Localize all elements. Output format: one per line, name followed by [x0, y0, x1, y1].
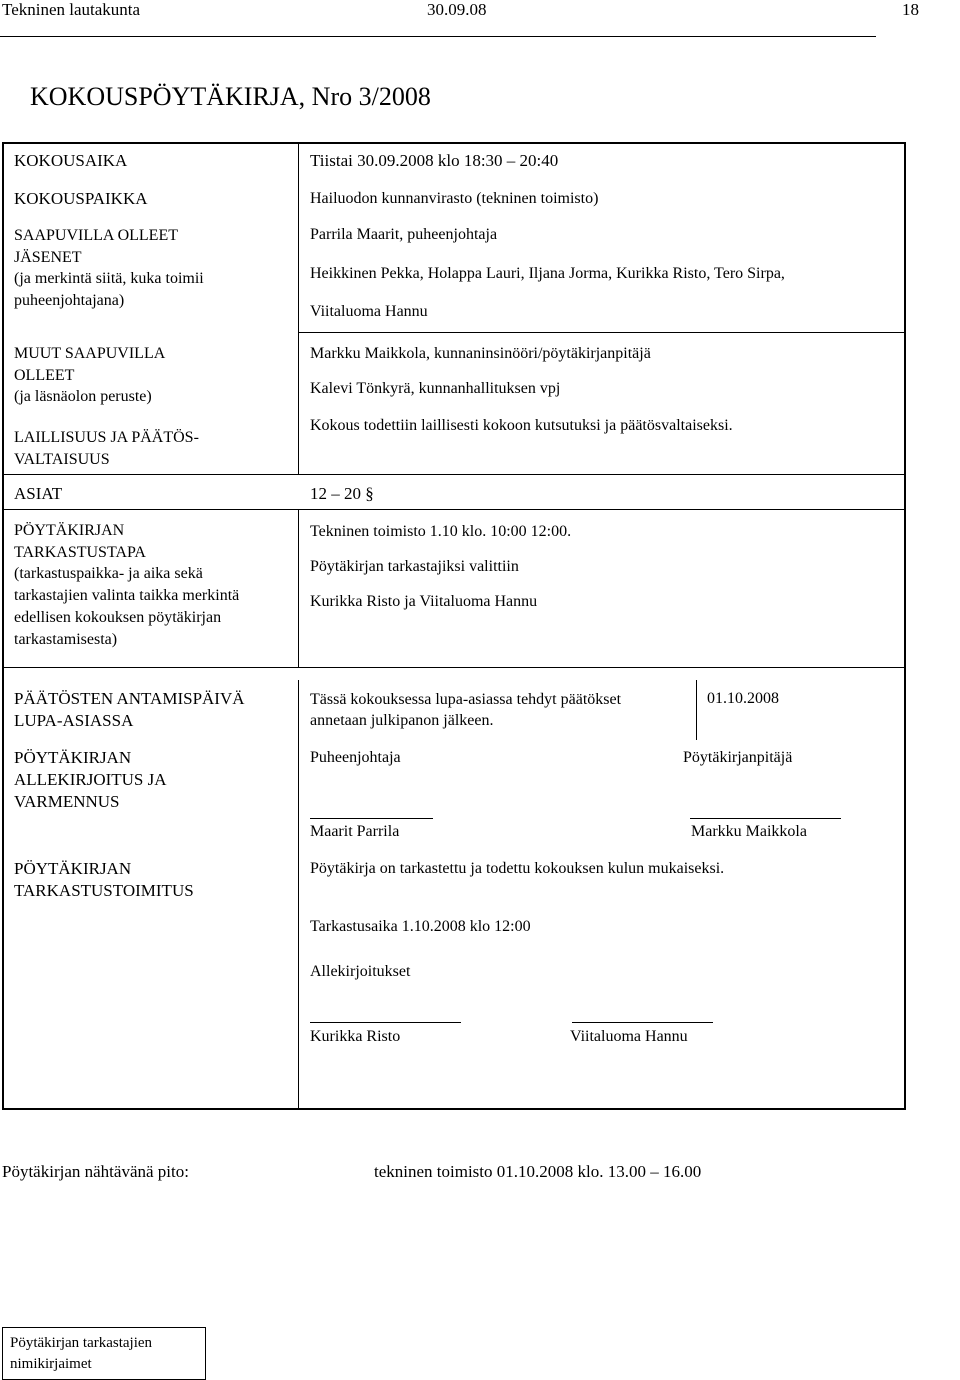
allekirjoitus-label-line: VARMENNUS — [14, 792, 120, 811]
tarkastustapa-selected: Pöytäkirjan tarkastajiksi valittiin — [310, 558, 519, 575]
muut-label-line: MUUT SAAPUVILLA — [14, 345, 166, 362]
tarkastustapa-label-line: tarkastajien valinta taikka merkintä — [14, 587, 240, 605]
row-divider-asiat-bottom — [2, 509, 906, 510]
laillisuus-label-line: LAILLISUUS JA PÄÄTÖS- — [14, 429, 199, 446]
antamispaiva-value — [310, 689, 621, 731]
inspector-1-name: Kurikka Risto — [310, 1028, 401, 1045]
jasenet-members: Heikkinen Pekka, Holappa Lauri, Iljana Jorma, Kurikka Risto, Tero Sirpa, — [310, 265, 785, 282]
jasenet-label-line: (ja merkintä siitä, kuka toimii — [14, 270, 204, 287]
initials-box-line: nimikirjaimet — [10, 1356, 92, 1372]
initials-box-divider — [205, 1327, 206, 1380]
header-date: 30.09.08 — [427, 0, 487, 19]
column-divider-top — [298, 142, 299, 474]
jasenet-label-line: SAAPUVILLA OLLEET — [14, 227, 178, 244]
antamispaiva-label-line: PÄÄTÖSTEN ANTAMISPÄIVÄ — [14, 689, 245, 708]
tarkastustapa-label-line: TARKASTUSTAPA — [14, 543, 146, 561]
inspector-2-name: Viitaluoma Hannu — [570, 1028, 688, 1045]
laillisuus-label — [14, 427, 199, 470]
jasenet-chair: Parrila Maarit, puheenjohtaja — [310, 226, 498, 243]
name-chair: Maarit Parrila — [310, 823, 400, 840]
tarkastustoimitus-label — [14, 858, 194, 902]
date-cell-divider — [696, 680, 697, 740]
tarkastustapa-label-line: PÖYTÄKIRJAN — [14, 522, 125, 539]
muut-label — [14, 343, 165, 408]
signature-line-inspector-1 — [310, 1022, 461, 1023]
allekirjoitus-label — [14, 747, 167, 813]
antamispaiva-date: 01.10.2008 — [707, 690, 779, 707]
tarkastus-time: Tarkastusaika 1.10.2008 klo 12:00 — [310, 918, 531, 935]
tarkastustapa-label-line: (tarkastuspaikka- ja aika sekä — [14, 565, 203, 583]
muut-label-line: OLLEET — [14, 366, 75, 384]
signature-line-secretary — [690, 818, 841, 819]
tarkastustoimitus-label-line: PÖYTÄKIRJAN — [14, 859, 132, 878]
antamispaiva-value-line: Tässä kokouksessa lupa-asiassa tehdyt päätökset — [310, 691, 622, 708]
column-divider-middle — [298, 509, 299, 667]
nahtavana-value: tekninen toimisto 01.10.2008 klo. 13.00 – 16.00 — [374, 1162, 702, 1181]
allekirjoitus-label-line: ALLEKIRJOITUS JA — [14, 770, 167, 789]
tarkastustapa-label-line: edellisen kokouksen pöytäkirjan — [14, 608, 222, 626]
header-rule — [0, 36, 876, 37]
row-divider-members — [298, 332, 906, 333]
row-divider-asiat-top — [2, 474, 906, 475]
kokouspaikka-label: KOKOUSPAIKKA — [14, 189, 148, 208]
kokousaika-label: KOKOUSAIKA — [14, 151, 128, 170]
tarkastustapa-label — [14, 520, 239, 650]
tarkastus-statement: Pöytäkirja on tarkastettu ja todettu kokouksen kulun mukaiseksi. — [310, 860, 725, 877]
tarkastustapa-label-line: tarkastamisesta) — [14, 630, 118, 648]
muut-label-line: (ja läsnäolon peruste) — [14, 388, 152, 405]
nahtavana-label: Pöytäkirjan nähtävänä pito: — [2, 1162, 189, 1181]
muut-value-1: Markku Maikkola, kunnaninsinööri/pöytäkirjanpitäjä — [310, 345, 651, 362]
tarkastus-signatures-label: Allekirjoitukset — [310, 963, 411, 980]
header-left: Tekninen lautakunta — [2, 0, 141, 19]
page-title: KOKOUSPÖYTÄKIRJA, Nro 3/2008 — [30, 82, 431, 111]
column-divider-bottom — [298, 680, 299, 1108]
tarkastustoimitus-label-line: TARKASTUSTOIMITUS — [14, 881, 194, 900]
allekirjoitus-label-line: PÖYTÄKIRJAN — [14, 748, 132, 767]
jasenet-label-line: JÄSENET — [14, 248, 82, 266]
jasenet-members-cont: Viitaluoma Hannu — [310, 303, 428, 320]
initials-box-line: Pöytäkirjan tarkastajien — [10, 1335, 153, 1351]
name-secretary: Markku Maikkola — [691, 823, 807, 840]
asiat-value: 12 – 20 § — [310, 484, 374, 503]
signature-line-chair — [310, 818, 433, 819]
initials-box-label — [10, 1333, 152, 1375]
antamispaiva-value-line: annetaan julkipanon jälkeen. — [310, 712, 494, 729]
laillisuus-label-line: VALTAISUUS — [14, 450, 110, 468]
kokouspaikka-value: Hailuodon kunnanvirasto (tekninen toimisto) — [310, 190, 599, 207]
tarkastustapa-names: Kurikka Risto ja Viitaluoma Hannu — [310, 593, 538, 610]
role-chair: Puheenjohtaja — [310, 749, 401, 766]
asiat-label: ASIAT — [14, 484, 63, 503]
kokousaika-value: Tiistai 30.09.2008 klo 18:30 – 20:40 — [310, 151, 559, 170]
jasenet-label — [14, 225, 204, 311]
role-secretary: Pöytäkirjanpitäjä — [683, 749, 793, 766]
antamispaiva-label-line: LUPA-ASIASSA — [14, 711, 134, 730]
signature-line-inspector-2 — [572, 1022, 713, 1023]
muut-value-2: Kalevi Tönkyrä, kunnanhallituksen vpj — [310, 380, 561, 397]
row-divider-lower — [2, 667, 906, 668]
laillisuus-value: Kokous todettiin laillisesti kokoon kutsutuksi ja päätösvaltaiseksi. — [310, 417, 733, 434]
jasenet-label-line: puheenjohtajana) — [14, 291, 125, 309]
tarkastustapa-place: Tekninen toimisto 1.10 klo. 10:00 12:00. — [310, 523, 572, 540]
header-page-number: 18 — [902, 0, 919, 19]
antamispaiva-label — [14, 688, 245, 732]
